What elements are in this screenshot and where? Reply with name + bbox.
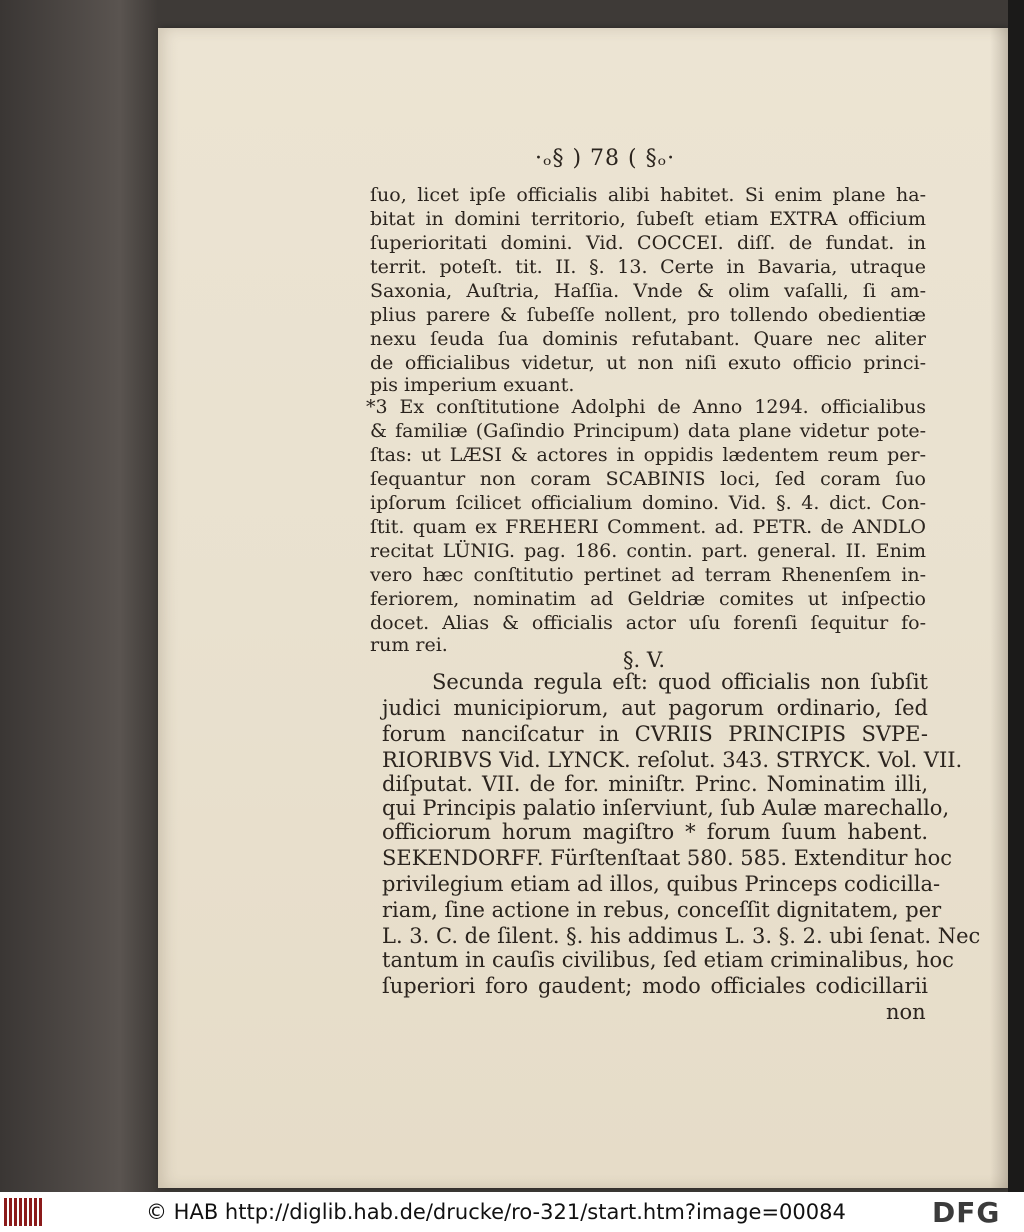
text-line: diſputat. VII. de for. miniſtr. Princ. Nominatim illi, xyxy=(382,772,928,796)
text-line: feriorem, nominatim ad Geldriæ comites ut inſpectio xyxy=(370,588,926,610)
text-line: L. 3. C. de ſilent. §. his addimus L. 3. §. 2. ubi ſenat. Nec xyxy=(382,924,981,948)
catchword: non xyxy=(886,1000,926,1024)
text-line: ſtit. quam ex FREHERI Comment. ad. PETR. de ANDLO xyxy=(370,516,926,538)
text-line: nexu ſeuda ſua dominis refutabant. Quare nec aliter xyxy=(370,328,926,350)
text-line: officiorum horum magiſtro * forum ſuum habent. xyxy=(382,820,928,844)
text-line: pis imperium exuant. xyxy=(370,374,575,396)
scan-background-strip xyxy=(1008,0,1024,1192)
text-line: ſequantur non coram SCABINIS loci, ſed coram ſuo xyxy=(370,468,926,490)
text-line: ſuperioritati domini. Vid. COCCEI. diſſ. de fundat. in xyxy=(370,232,926,254)
text-line: RIORIBVS Vid. LYNCK. reſolut. 343. STRYCK. Vol. VII. xyxy=(382,748,963,772)
page-edge-shadow xyxy=(990,28,1008,1188)
text-line: & familiæ (Gaſindio Principum) data plane videtur pote- xyxy=(370,420,926,442)
text-line: ſuo, licet ipſe officialis alibi habitet. Si enim plane ha- xyxy=(370,184,926,206)
section-heading: §. V. xyxy=(623,648,666,672)
source-link[interactable]: © HAB http://diglib.hab.de/drucke/ro-321/start.htm?image=00084 xyxy=(146,1200,846,1224)
text-line: de officialibus videtur, ut non niſi exuto officio princi- xyxy=(370,352,926,374)
text-line: territ. poteſt. tit. II. §. 13. Certe in Bavaria, utraque xyxy=(370,256,926,278)
text-line: recitat LÜNIG. pag. 186. contin. part. general. II. Enim xyxy=(370,540,926,562)
footer-bar xyxy=(0,1192,1024,1232)
text-line: plius parere & ſubeſſe nollent, pro tollendo obedientiæ xyxy=(370,304,926,326)
text-line: qui Principis palatio inſerviunt, ſub Aulæ marechallo, xyxy=(382,796,950,820)
text-line: rum rei. xyxy=(370,634,448,656)
text-line: Saxonia, Auſtria, Haſſia. Vnde & olim vaſalli, ſi am- xyxy=(370,280,926,302)
page-header: ·ₒ§ ) 78 ( §ₒ· xyxy=(535,146,676,171)
text-line: SEKENDORFF. Fürſtenſtaat 580. 585. Extenditur hoc xyxy=(382,846,953,870)
text-line: vero hæc conſtitutio pertinet ad terram Rhenenſem in- xyxy=(370,564,926,586)
text-line: *3 Ex conſtitutione Adolphi de Anno 1294. officialibus xyxy=(366,396,926,418)
text-line: riam, ſine actione in rebus, conceſſit dignitatem, per xyxy=(382,898,942,922)
text-line: privilegium etiam ad illos, quibus Princeps codicilla- xyxy=(382,872,941,896)
text-line: bitat in domini territorio, ſubeſt etiam EXTRA officium xyxy=(370,208,926,230)
text-line: Secunda regula eſt: quod officialis non ſubſit xyxy=(432,670,928,694)
text-line: forum nanciſcatur in CVRIIS PRINCIPIS SVPE- xyxy=(382,722,928,746)
text-line: judici municipiorum, aut pagorum ordinario, ſed xyxy=(382,696,928,720)
text-line: ipſorum ſcilicet officialium domino. Vid. §. 4. dict. Con- xyxy=(370,492,926,514)
text-line: tantum in cauſis civilibus, ſed etiam criminalibus, hoc xyxy=(382,948,954,972)
text-line: docet. Alias & officialis actor uſu forenſi ſequitur fo- xyxy=(370,612,926,634)
text-line: ſtas: ut LÆSI & actores in oppidis lædentem reum per- xyxy=(370,444,926,466)
hab-barcode-logo-icon xyxy=(4,1198,44,1226)
dfg-logo: DFG xyxy=(932,1196,1001,1229)
text-line: ſuperiori foro gaudent; modo officiales codicillarii xyxy=(382,974,928,998)
